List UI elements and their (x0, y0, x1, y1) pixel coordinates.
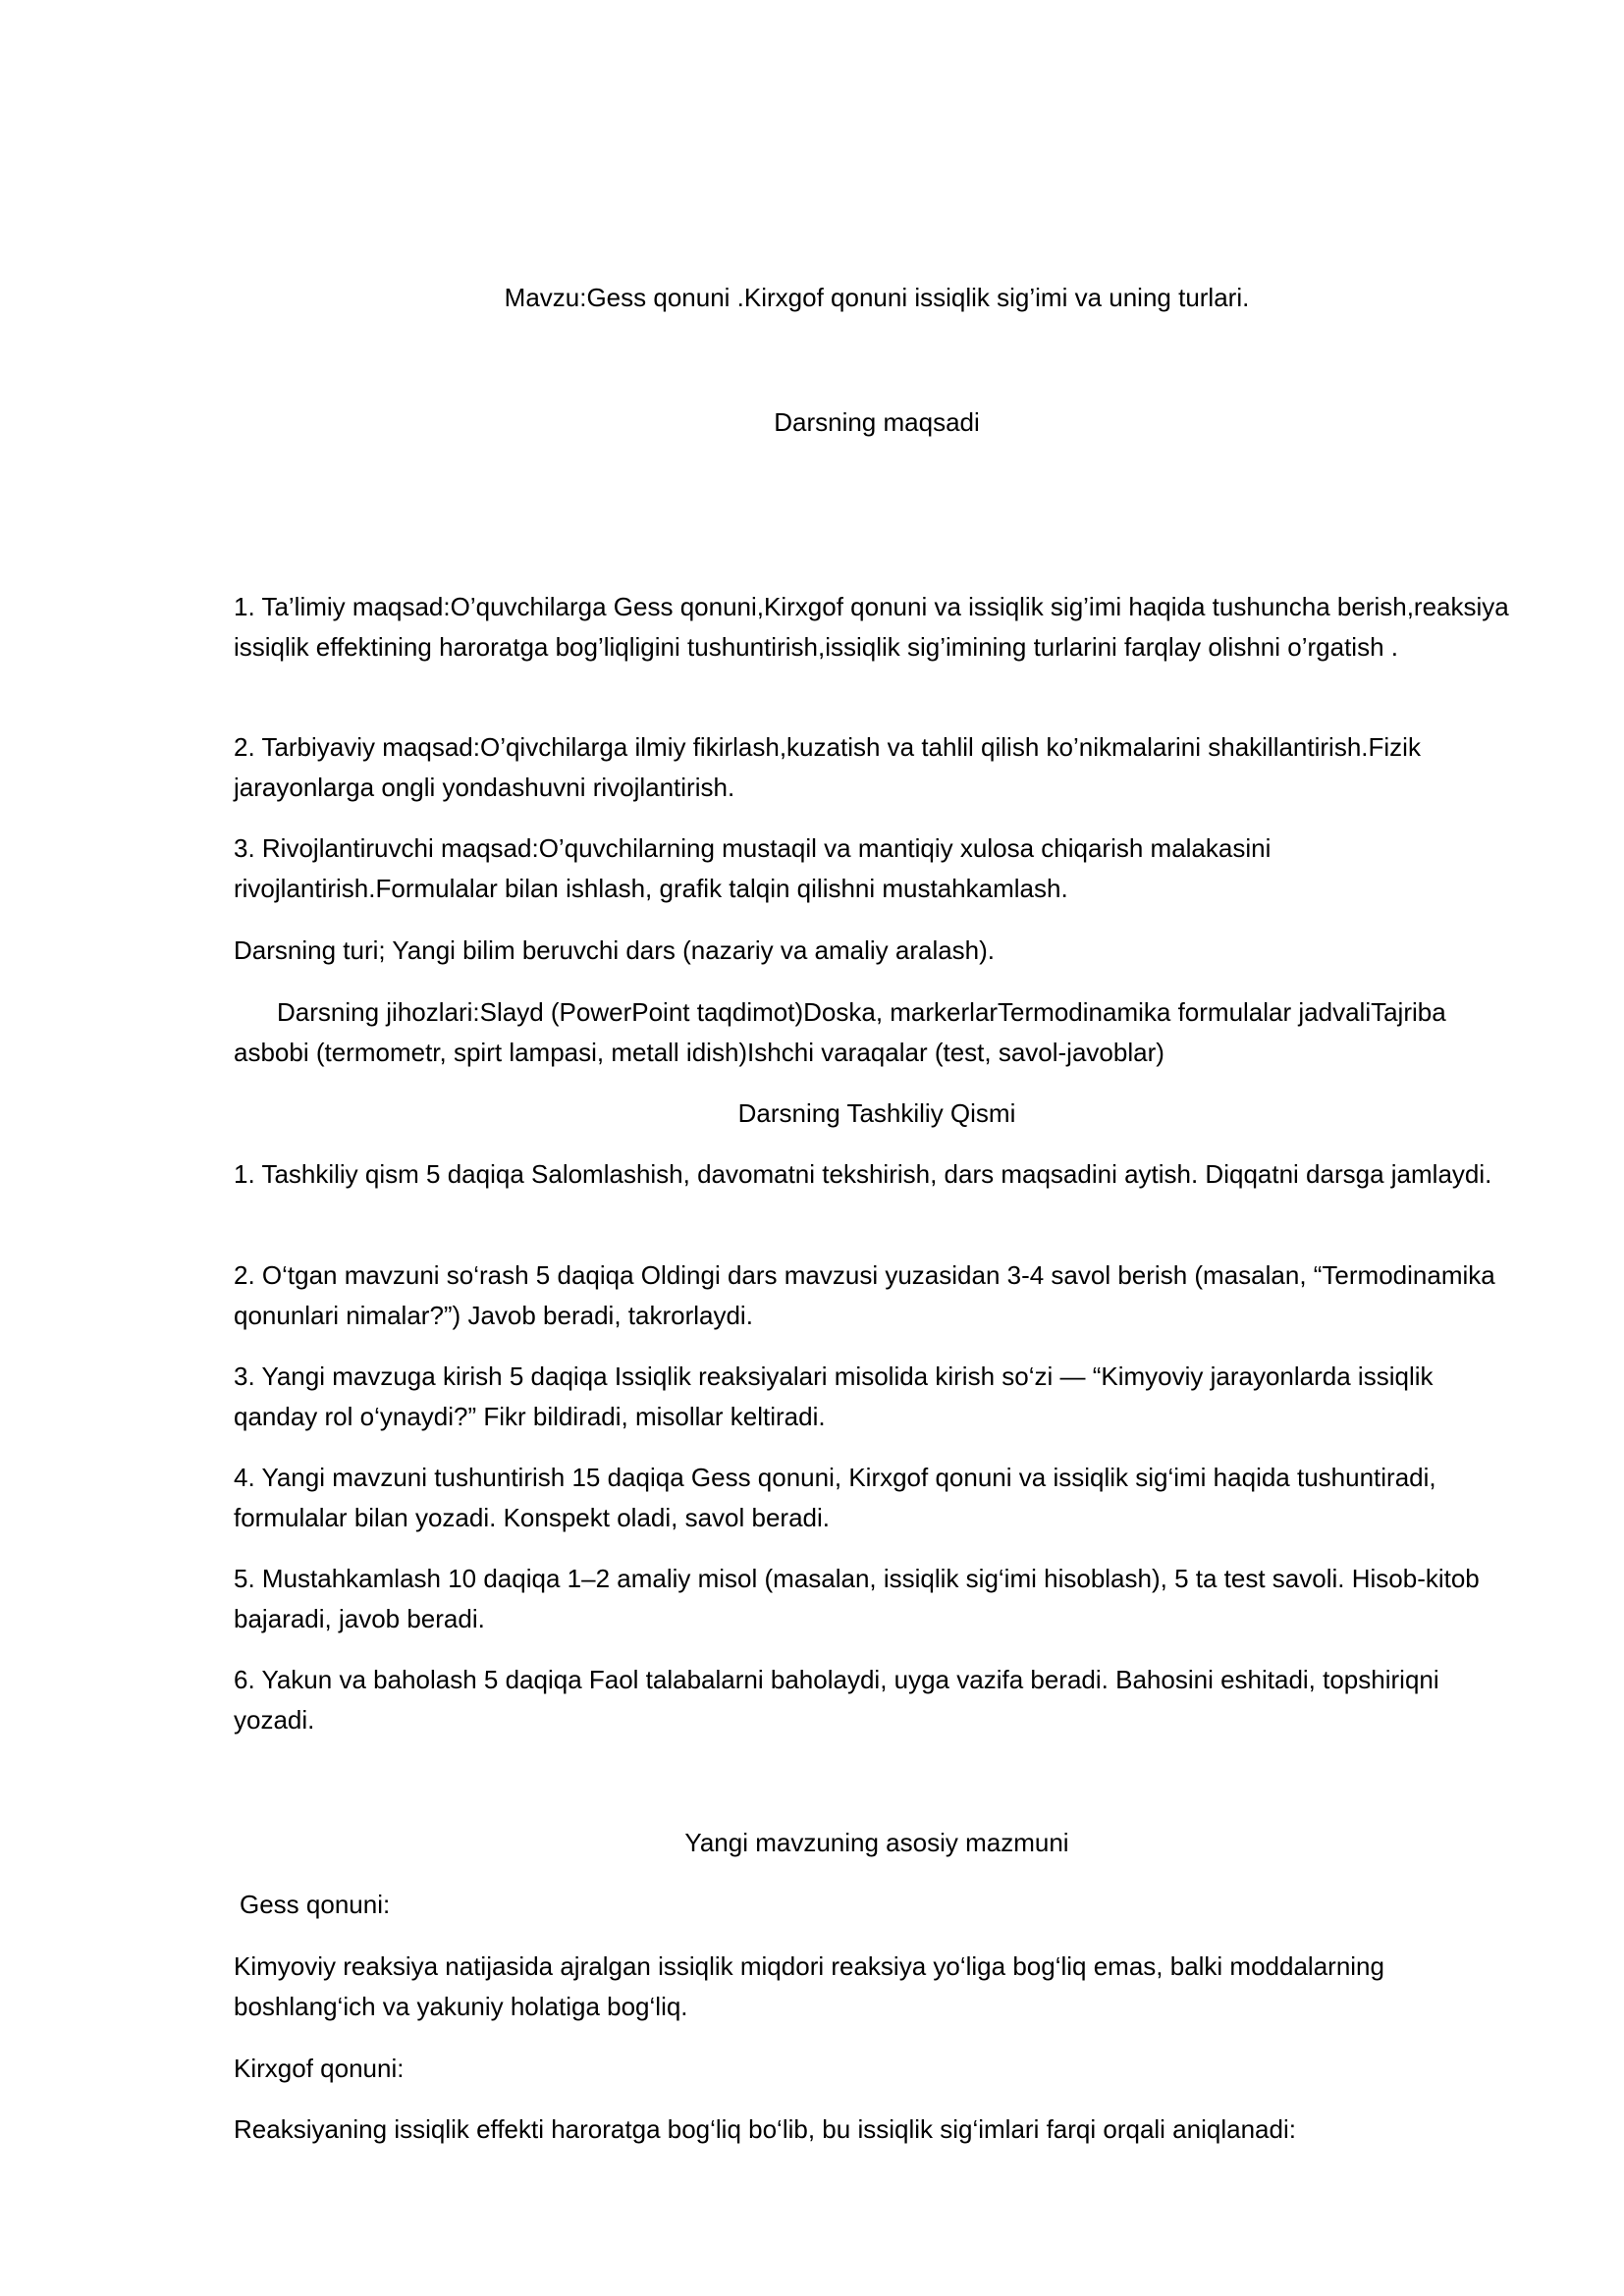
lesson-step: 2. O‘tgan mavzuni so‘rash 5 daqiqa Oldingi dars mavzusi yuzasidan 3-4 savol berish (masalan, “Termodinamika qonunlari nimalar?”) Javob beradi, takrorlaydi. (234, 1260, 1495, 1330)
goal-item: 3. Rivojlantiruvchi maqsad:O’quvchilarning mustaqil va mantiqiy xulosa chiqarish malakasini rivojlantirish.Formulalar bilan ishlash, grafik talqin qilishni mustahkamlash. (234, 833, 1272, 903)
kirchhoff-law-heading: Kirxgof qonuni: (234, 2054, 405, 2083)
lesson-step: 5. Mustahkamlash 10 daqiqa 1–2 amaliy misol (masalan, issiqlik sig‘imi hisoblash), 5 ta test savoli. Hisob-kitob bajaradi, javob beradi. (234, 1564, 1480, 1633)
organization-heading: Darsning Tashkiliy Qismi (737, 1098, 1016, 1128)
lesson-step: 3. Yangi mavzuga kirish 5 daqiqa Issiqlik reaksiyalari misolida kirish so‘zi — “Kimyoviy jarayonlarda issiqlik qanday rol o‘ynaydi?” Fikr bildiradi, misollar keltiradi. (234, 1362, 1434, 1431)
hess-law-heading: Gess qonuni: (240, 1890, 391, 1919)
goal-item: 2. Tarbiyaviy maqsad:O’qivchilarga ilmiy fikirlash,kuzatish va tahlil qilish ko’nikmalarini shakillantirish.Fizik jarayonlarga ongli yondashuvni rivojlantirish. (234, 732, 1421, 802)
lesson-equipment: Darsning jihozlari:Slayd (PowerPoint taqdimot)Doska, markerlarTermodinamika formulalar jadvaliTajriba asbobi (termometr, spirt lampasi, metall idish)Ishchi varaqalar (test, savol-javoblar) (234, 997, 1446, 1067)
lesson-title: Mavzu:Gess qonuni .Kirxgof qonuni issiqlik sig’imi va uning turlari. (504, 283, 1250, 312)
lesson-step: 4. Yangi mavzuni tushuntirish 15 daqiqa Gess qonuni, Kirxgof qonuni va issiqlik sig‘imi haqida tushuntiradi, formulalar bilan yozadi. Konspekt oladi, savol beradi. (234, 1463, 1436, 1532)
goal-item: 1. Ta’limiy maqsad:O’quvchilarga Gess qonuni,Kirxgof qonuni va issiqlik sig’imi haqida tushuncha berish,reaksiya issiqlik effektining haroratga bog’liqligini tushuntirish,issiqlik sig’imining turlarini farqlay olishni o’rgatish . (234, 592, 1509, 662)
hess-law-text: Kimyoviy reaksiya natijasida ajralgan issiqlik miqdori reaksiya yo‘liga bog‘liq emas, balki moddalarning boshlang‘ich va yakuniy holatiga bog‘liq. (234, 1951, 1384, 2021)
lesson-type: Darsning turi; Yangi bilim beruvchi dars (nazariy va amaliy aralash). (234, 935, 996, 965)
content-heading: Yangi mavzuning asosiy mazmuni (684, 1828, 1069, 1857)
lesson-step: 6. Yakun va baholash 5 daqiqa Faol talabalarni baholaydi, uyga vazifa beradi. Bahosini eshitadi, topshiriqni yozadi. (234, 1665, 1439, 1735)
goals-heading: Darsning maqsadi (774, 407, 980, 437)
kirchhoff-law-text: Reaksiyaning issiqlik effekti haroratga bog‘liq bo‘lib, bu issiqlik sig‘imlari farqi orqali aniqlanadi: (234, 2114, 1296, 2144)
lesson-step: 1. Tashkiliy qism 5 daqiqa Salomlashish, davomatni tekshirish, dars maqsadini aytish. Diqqatni darsga jamlaydi. (234, 1159, 1492, 1189)
